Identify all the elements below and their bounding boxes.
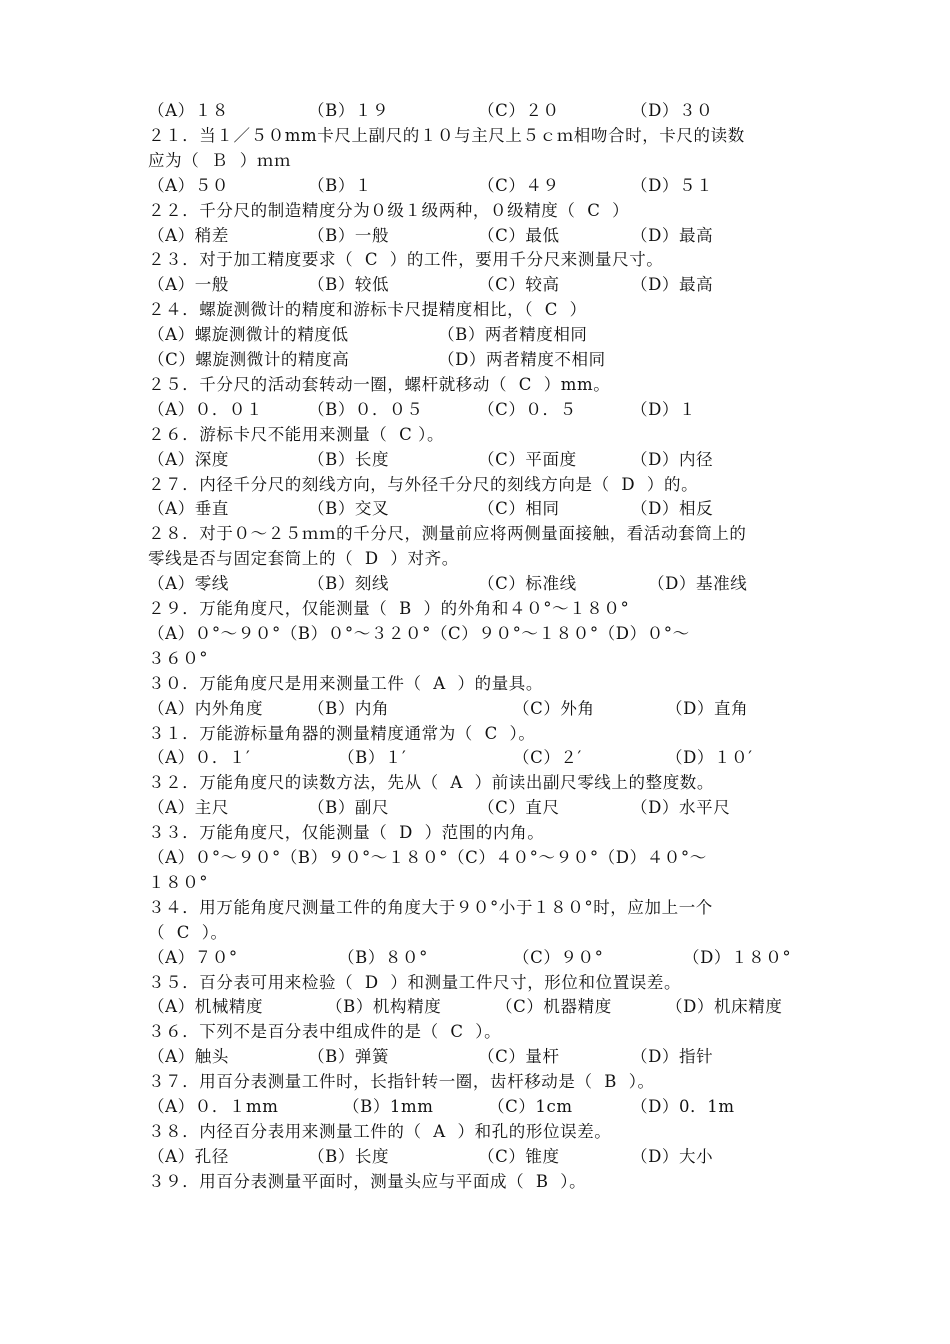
answer-option: （B）机构精度 (326, 997, 442, 1016)
answer-options-row (148, 1044, 928, 1069)
answer-option: （D）0．1m (631, 1097, 735, 1116)
answer-option: （A）零线 (148, 574, 229, 593)
text-line: ２８．对于０～２５ｍｍ的千分尺，测量前应将两侧量面接触，看活动套筒上的 (148, 524, 747, 543)
answer-option: （B）１ (308, 176, 373, 195)
answer-options-row (148, 696, 928, 721)
answer-option: （A）内外角度 (148, 699, 264, 718)
answer-option: （D）指针 (631, 1047, 714, 1066)
answer-option: （C）机器精度 (496, 997, 612, 1016)
answer-options-row (148, 994, 928, 1019)
answer-option: （B）1mm (343, 1097, 434, 1116)
answer-option: （D）５１ (631, 176, 714, 195)
answer-option: （D）两者精度不相同 (438, 350, 606, 369)
answer-option: （D）最高 (631, 226, 714, 245)
answer-option: （D）水平尺 (631, 798, 731, 817)
answer-option: （C）外角 (513, 699, 595, 718)
text-line: １８０° (148, 873, 209, 892)
answer-option: （C）９０° (513, 948, 604, 967)
answer-option: （D）１８０° (683, 948, 792, 967)
answer-option: （C）２′ (513, 748, 582, 767)
answer-option: （A）垂直 (148, 499, 229, 518)
text-line: ３４．用万能角度尺测量工件的角度大于９０°小于１８０°时，应加上一个 (148, 898, 713, 917)
answer-option: （D）直角 (666, 699, 749, 718)
answer-option: （A）机械精度 (148, 997, 264, 1016)
text-line: ３５．百分表可用来检验（ D ）和测量工件尺寸，形位和位置误差。 (148, 973, 682, 992)
answer-option: （B）１９ (308, 101, 390, 120)
answer-option: （C）相同 (478, 499, 560, 518)
answer-option: （B）内角 (308, 699, 390, 718)
text-line: ３６．下列不是百分表中组成件的是（ C ）。 (148, 1022, 502, 1041)
answer-options-row (148, 795, 928, 820)
answer-option: （C）０．５ (478, 400, 577, 419)
answer-options-row (148, 347, 928, 372)
answer-option: （A）７０° (148, 948, 238, 967)
answer-option: （A）１８ (148, 101, 229, 120)
answer-option: （C）锥度 (478, 1147, 560, 1166)
answer-option: （A）孔径 (148, 1147, 229, 1166)
answer-option: （C）平面度 (478, 450, 577, 469)
answer-options-row (148, 447, 928, 472)
text-line: ３８．内径百分表用来测量工件的（ A ）和孔的形位误差。 (148, 1122, 612, 1141)
answer-options-row (148, 745, 928, 770)
answer-option: （C）较高 (478, 275, 560, 294)
answer-option: （B）两者精度相同 (438, 325, 588, 344)
answer-option: （A）深度 (148, 450, 229, 469)
answer-option: （D）最高 (631, 275, 714, 294)
answer-option: （D）１０′ (666, 748, 753, 767)
text-line: 应为（ Ｂ ）ｍｍ (148, 151, 292, 170)
answer-option: （B）交叉 (308, 499, 390, 518)
text-line: ３９．用百分表测量平面时，测量头应与平面成（ B ）。 (148, 1172, 587, 1191)
answer-option: （A）０．１′ (148, 748, 251, 767)
answer-options-row (148, 272, 928, 297)
answer-option: （B）刻线 (308, 574, 390, 593)
answer-option: （C）最低 (478, 226, 560, 245)
answer-option: （D）１ (631, 400, 697, 419)
answer-option: （C）螺旋测微计的精度高 (148, 350, 350, 369)
answer-option: （C）２０ (478, 101, 560, 120)
text-line: ２２．千分尺的制造精度分为０级１级两种，０级精度（ C ） (148, 201, 630, 220)
answer-options-row (148, 98, 928, 123)
answer-options-row (148, 945, 928, 970)
text-line: ２５．千分尺的活动套转动一圈，螺杆就移动（ C ）mm。 (148, 375, 611, 394)
answer-options-row (148, 496, 928, 521)
answer-option: （A）０．１mm (148, 1097, 279, 1116)
answer-option: （A）螺旋测微计的精度低 (148, 325, 349, 344)
answer-option: （D）３０ (631, 101, 714, 120)
text-line: ３７．用百分表测量工件时，长指针转一圈，齿杆移动是（ B ）。 (148, 1072, 655, 1091)
answer-option: （A）稍差 (148, 226, 229, 245)
text-line: （A）０°～９０°（B）０°～３２０°（C）９０°～１８０°（D）０°～ (148, 624, 690, 643)
answer-option: （B）一般 (308, 226, 390, 245)
text-line: ２１．当１／５０mm卡尺上副尺的１０与主尺上５ｃｍ相吻合时，卡尺的读数 (148, 126, 745, 145)
answer-option: （D）相反 (631, 499, 714, 518)
answer-option: （C）1cm (488, 1097, 573, 1116)
answer-options-row (148, 223, 928, 248)
answer-option: （C）４９ (478, 176, 560, 195)
answer-option: （A）５０ (148, 176, 229, 195)
answer-option: （B）长度 (308, 1147, 390, 1166)
answer-options-row (148, 322, 928, 347)
answer-option: （A）触头 (148, 1047, 229, 1066)
text-line: ２６．游标卡尺不能用来测量（ C ）。 (148, 425, 445, 444)
answer-option: （A）０．０１ (148, 400, 264, 419)
answer-option: （C）标准线 (478, 574, 577, 593)
answer-option: （C）直尺 (478, 798, 560, 817)
answer-options-row (148, 1144, 928, 1169)
answer-option: （B）０．０５ (308, 400, 424, 419)
text-line: ３６０° (148, 649, 209, 668)
text-line: ２３．对于加工精度要求（ C ）的工件，要用千分尺来测量尺寸。 (148, 250, 664, 269)
answer-option: （A）主尺 (148, 798, 229, 817)
text-line: （A）０°～９０°（B）９０°～１８０°（C）４０°～９０°（D）４０°～ (148, 848, 707, 867)
text-line: ３０．万能角度尺是用来测量工件（ A ）的量具。 (148, 674, 543, 693)
answer-option: （D）内径 (631, 450, 714, 469)
text-line: 零线是否与固定套筒上的（ D ）对齐。 (148, 549, 459, 568)
answer-option: （B）弹簧 (308, 1047, 390, 1066)
answer-option: （B）８０° (338, 948, 428, 967)
text-line: ３１．万能游标量角器的测量精度通常为（ C ）。 (148, 724, 536, 743)
answer-option: （B）副尺 (308, 798, 390, 817)
text-line: ２４．螺旋测微计的精度和游标卡尺提精度相比，（ C ） (148, 300, 587, 319)
answer-options-row (148, 173, 928, 198)
text-line: （ C ）。 (148, 923, 228, 942)
text-line: ３２．万能角度尺的读数方法，先从（ A ）前读出副尺零线上的整度数。 (148, 773, 714, 792)
text-line: ２７．内径千分尺的刻线方向，与外径千分尺的刻线方向是（ D ）的。 (148, 475, 699, 494)
answer-option: （D）大小 (631, 1147, 714, 1166)
answer-options-row (148, 571, 928, 596)
answer-option: （B）较低 (308, 275, 390, 294)
answer-option: （B）长度 (308, 450, 390, 469)
answer-options-row (148, 397, 928, 422)
text-line: ２９．万能角度尺，仅能测量（ B ）的外角和４０°～１８０° (148, 599, 630, 618)
text-line: ３３．万能角度尺，仅能测量（ D ）范围的内角。 (148, 823, 545, 842)
answer-option: （A）一般 (148, 275, 229, 294)
answer-option: （B）１′ (338, 748, 407, 767)
answer-option: （C）量杆 (478, 1047, 560, 1066)
answer-option: （D）机床精度 (666, 997, 783, 1016)
answer-option: （D）基准线 (648, 574, 748, 593)
answer-options-row (148, 1094, 928, 1119)
